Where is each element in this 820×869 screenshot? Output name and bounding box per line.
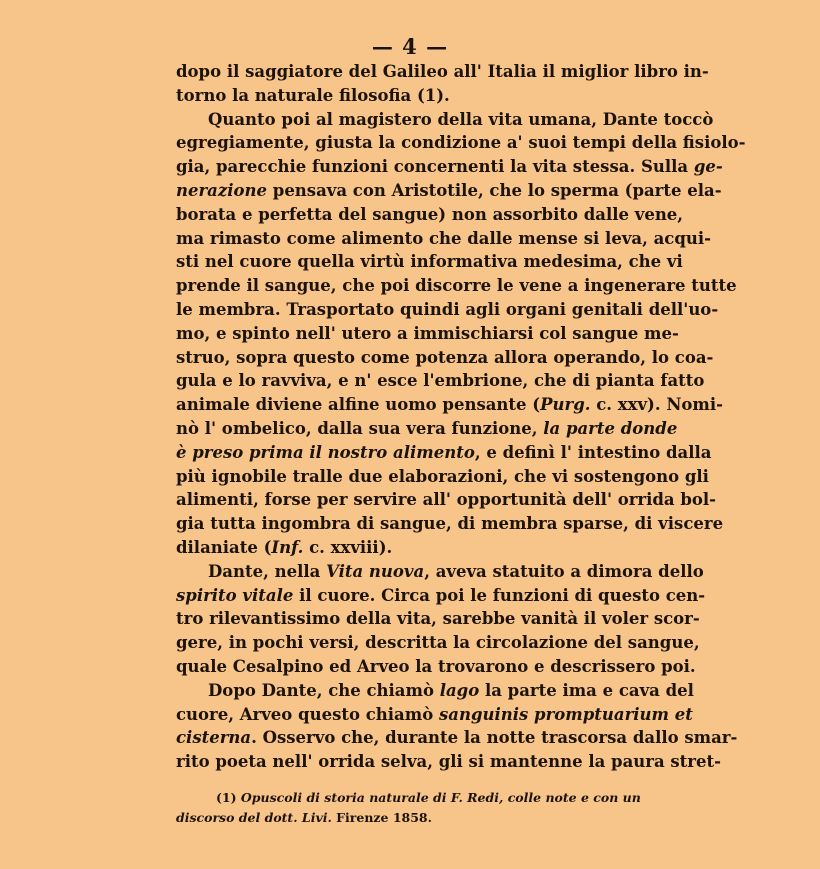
text-line — [176, 108, 714, 132]
italic-span: la parte donde — [543, 418, 678, 438]
footnote-line — [176, 808, 676, 828]
text-span: gia, parecchie funzioni concernenti la vita stessa. Sulla — [176, 157, 694, 177]
page-number: — 4 — — [371, 34, 449, 59]
text-span: borata e perfetta del sangue) non assorbito dalle vene, — [176, 204, 684, 224]
text-line — [176, 465, 709, 489]
text-line — [176, 203, 684, 227]
text-line — [176, 227, 711, 251]
text-line — [176, 417, 678, 441]
text-span: , aveva statuito a dimora dello — [424, 561, 704, 581]
text-span: dilaniate ( — [176, 537, 272, 557]
text-line — [176, 250, 683, 274]
text-span: Firenze 1858. — [331, 810, 432, 825]
text-line — [176, 322, 679, 346]
text-span: animale diviene alfine uomo pensante ( — [176, 395, 541, 415]
text-line — [176, 60, 709, 84]
text-span: Dante, nella — [208, 561, 327, 581]
text-span: le membra. Trasportato quindi agli organi genitali dell'uo- — [176, 299, 719, 319]
text-span: tro rilevantissimo della vita, sarebbe vanità il voler scor- — [176, 609, 700, 629]
italic-span: ge- — [693, 157, 723, 177]
text-span: prende il sangue, che poi discorre le vene a ingenerare tutte — [176, 276, 737, 296]
italic-span: Purg. — [540, 395, 591, 415]
text-line — [176, 441, 712, 465]
text-line — [176, 679, 694, 703]
italic-span: Vita nuova — [326, 561, 425, 581]
text-span: c. xxv). Nomi- — [590, 395, 723, 415]
text-line — [176, 512, 724, 536]
text-span: nò l' ombelico, dalla sua vera funzione, — [176, 418, 544, 438]
text-line — [176, 607, 700, 631]
text-line — [176, 274, 737, 298]
text-line — [176, 155, 723, 179]
text-line — [176, 369, 705, 393]
italic-span: cisterna — [176, 728, 252, 748]
text-line — [176, 655, 696, 679]
text-line — [176, 488, 717, 512]
text-span: egregiamente, giusta la condizione a' suoi tempi della fisiolo- — [176, 133, 746, 153]
text-line — [176, 703, 693, 727]
text-span: rito poeta nell' orrida selva, gli si mantenne la paura stret- — [176, 752, 721, 772]
text-line — [176, 393, 723, 417]
italic-span: sanguinis promptuarium et — [438, 704, 693, 724]
text-line — [176, 726, 738, 750]
text-span: Quanto poi al magistero della vita umana, Dante toccò — [208, 109, 714, 129]
text-span: gere, in pochi versi, descritta la circolazione del sangue, — [176, 633, 700, 653]
text-span: ma rimasto come alimento che dalle mense si leva, acqui- — [176, 228, 711, 248]
text-span: sti nel cuore quella virtù informativa medesima, che vi — [176, 252, 683, 272]
text-line — [176, 346, 714, 370]
text-line — [176, 536, 656, 560]
text-span: alimenti, forse per servire all' opportunità dell' orrida bol- — [176, 490, 717, 510]
text-line — [176, 131, 746, 155]
text-span: gia tutta ingombra di sangue, di membra sparse, di viscere — [176, 514, 724, 534]
text-span: pensava con Aristotile, che lo sperma (parte ela- — [267, 180, 722, 200]
footnotes — [176, 788, 676, 828]
italic-span: è preso prima il nostro alimento — [176, 442, 475, 462]
text-line — [176, 560, 704, 584]
text-line — [176, 84, 656, 108]
text-span: struo, sopra questo come potenza allora operando, lo coa- — [176, 347, 714, 367]
text-span: . Osservo che, durante la notte trascorsa dallo smar- — [251, 728, 738, 748]
text-span: gula e lo ravviva, e n' esce l'embrione, che di pianta fatto — [176, 371, 705, 391]
text-line — [176, 631, 700, 655]
text-line — [176, 298, 719, 322]
text-span: dopo il saggiatore del Galileo all' Italia il miglior libro in- — [176, 62, 709, 81]
italic-span: Inf. — [271, 537, 304, 557]
paragraph — [176, 679, 738, 774]
text-span: quale Cesalpino ed Arveo la trovarono e descrissero poi. — [176, 656, 696, 676]
text-span: il cuore. Circa poi le funzioni di questo cen- — [293, 585, 706, 605]
footnote-line — [176, 788, 676, 808]
text-span: torno la naturale filosofia (1). — [176, 85, 450, 105]
italic-span: spirito vitale — [176, 585, 294, 605]
paragraph — [176, 60, 709, 108]
text-span: cuore, Arveo questo chiamò — [176, 704, 439, 724]
italic-span: lago — [439, 680, 480, 700]
text-line — [176, 179, 722, 203]
text-span: c. xxviii). — [303, 537, 393, 557]
text-span: la parte ima e cava del — [479, 680, 694, 700]
italic-span: Opuscoli di storia naturale di F. Redi, colle note e con un — [240, 790, 641, 805]
text-span: , e definì l' intestino dalla — [474, 442, 712, 462]
italic-span: nerazione — [176, 180, 268, 200]
text-span: più ignobile tralle due elaborazioni, che vi sostengono gli — [176, 466, 709, 486]
text-line — [176, 750, 721, 774]
paragraph — [176, 108, 746, 560]
paragraph — [176, 560, 706, 679]
text-span: Dopo Dante, che chiamò — [208, 680, 440, 700]
italic-span: discorso del dott. Livi. — [176, 810, 332, 825]
text-line — [176, 584, 706, 608]
text-span: mo, e spinto nell' utero a immischiarsi col sangue me- — [176, 323, 679, 343]
body-text — [176, 60, 746, 774]
text-span: (1) — [216, 790, 241, 805]
